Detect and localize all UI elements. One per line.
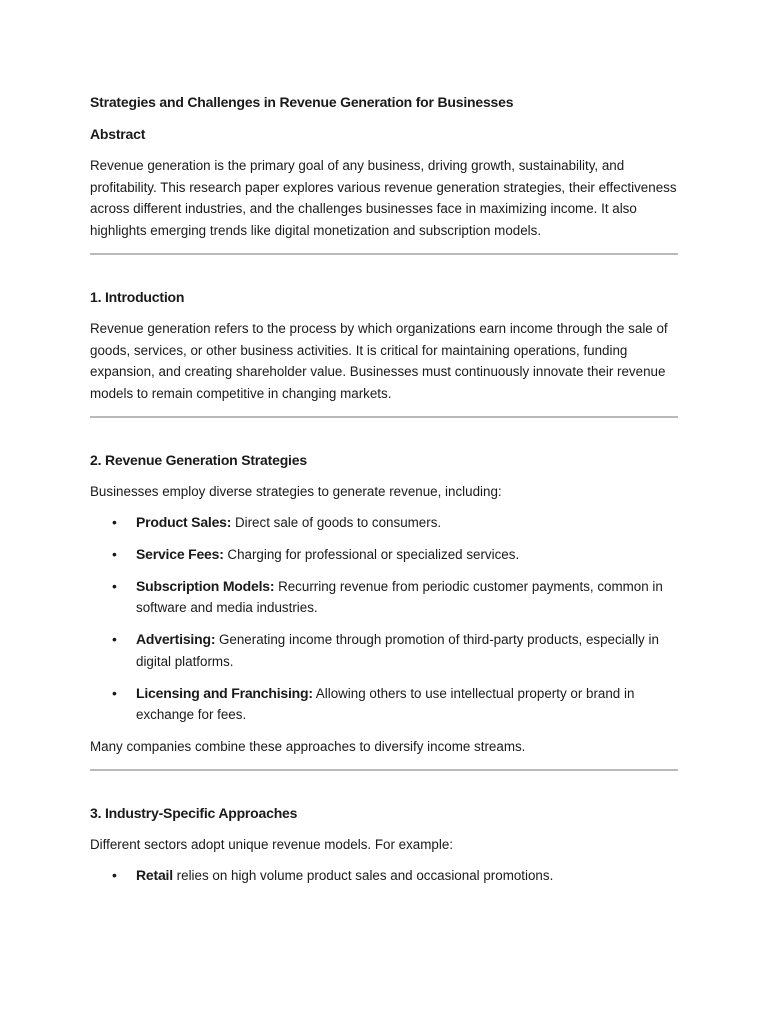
section-divider [90,416,678,418]
abstract-paragraph: Revenue generation is the primary goal of any business, driving growth, sustainability, and profitability. This research paper explores various revenue generation strategies, their effectiveness across different industries, and the challenges businesses face in maximizing income. It also highlights emerging trends like digital monetization and subscription models. [90,158,677,239]
bullet-icon: • [112,577,117,594]
bullet-icon: • [112,546,117,563]
list-item [90,629,678,672]
list-item-text: Direct sale of goods to consumers. [231,515,442,531]
strategies-list [90,512,678,726]
section-heading-strategies: 2. Revenue Generation Strategies [90,451,307,468]
list-item-term: Licensing and Franchising: [136,684,313,701]
list-item-text: Recurring revenue from periodic customer payments, common in software and media industries. [136,578,663,616]
introduction-paragraph: Revenue generation refers to the process by which organizations earn income through the sale of goods, services, or other business activities. It is critical for maintaining operations, funding expansion, and creating shareholder value. Businesses must continuously innovate their revenue models to remain competitive in changing markets. [90,320,668,401]
section-divider [90,253,678,255]
section-heading-introduction: 1. Introduction [90,288,185,305]
list-item-text: Generating income through promotion of third-party products, especially in digital platforms. [136,632,659,669]
section-divider [90,769,678,771]
list-item-text: relies on high volume product sales and occasional promotions. [172,868,554,884]
bullet-icon: • [112,514,117,531]
section-heading-industry: 3. Industry-Specific Approaches [90,804,298,821]
list-item [90,865,678,887]
list-item-term: Product Sales: [136,514,232,531]
list-item-term: Service Fees: [136,546,224,563]
abstract-heading: Abstract [90,126,146,142]
list-item-term: Advertising: [136,631,216,648]
list-item-term: Retail [136,867,173,884]
bullet-icon: • [112,867,117,884]
document-title: Strategies and Challenges in Revenue Generation for Businesses [90,94,514,110]
industry-list [90,865,678,887]
strategies-intro: Businesses employ diverse strategies to generate revenue, including: [90,483,502,499]
list-item-text: Charging for professional or specialized services. [223,547,520,563]
industry-intro: Different sectors adopt unique revenue models. For example: [90,836,453,852]
list-item-term: Subscription Models: [136,577,275,594]
document-page [90,92,678,887]
list-item [90,683,678,726]
list-item-text: Allowing others to use intellectual property or brand in exchange for fees. [136,685,635,723]
list-item [90,576,678,619]
bullet-icon: • [112,684,117,701]
strategies-closing: Many companies combine these approaches to diversify income streams. [90,738,526,754]
bullet-icon: • [112,631,117,648]
list-item [90,544,678,566]
list-item [90,512,678,534]
